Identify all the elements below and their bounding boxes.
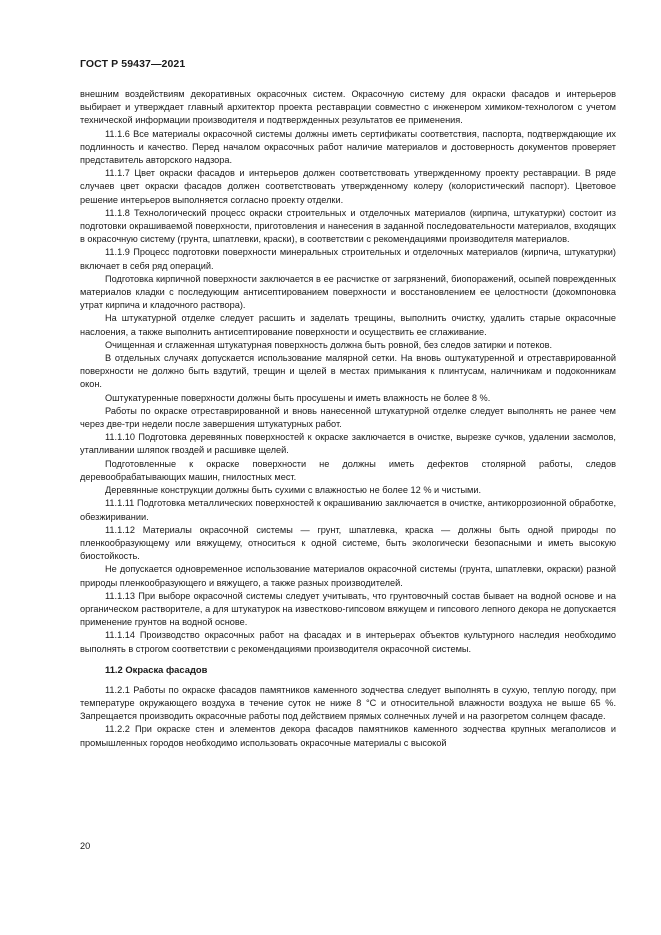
page-body [80, 88, 616, 750]
paragraph: Подготовка кирпичной поверхности заключается в ее расчистке от загрязнений, биопоражений, осыпей поврежденных материалов кладки с последующим антисептированием поверхности и восстановлением ее целостности (докомпоновка утрат кирпича и кладочного раствора). [80, 273, 616, 311]
section-heading: 11.2 Окраска фасадов [105, 663, 208, 675]
paragraph: Работы по окраске отреставрированной и вновь нанесенной штукатурной отделке следует выполнять не ранее чем через две-три недели после завершения штукатурных работ. [80, 405, 616, 430]
paragraph: Очищенная и сглаженная штукатурная поверхность должна быть ровной, без следов затирки и потеков. [105, 339, 553, 350]
paragraph: 11.1.9 Процесс подготовки поверхности минеральных строительных и отделочных материалов (кирпича, штукатурки) включает в себя ряд операций. [80, 247, 616, 271]
paragraph: 11.1.7 Цвет окраски фасадов и интерьеров должен соответствовать утвержденному проекту реставрации. В ряде случаев цвет окраски фасадов должен соответствовать утвержденному колеру (колористический паспорт). Цветовое решение интерьеров выполняется согласно проекту отделки. [80, 168, 616, 205]
paragraph: Подготовленные к окраске поверхности не должны иметь дефектов столярной работы, следов деревообрабатывающих машин, гнилостных мест. [80, 458, 616, 482]
paragraph: 11.2.1 Работы по окраске фасадов памятников каменного зодчества следует выполнять в сухую, теплую погоду, при температуре окружающего воздуха в течение суток не ниже 8 °С и относительной влажности воздуха не выше 65 %. Запрещается производить окрасочные работы под действием прямых солнечных лучей и на разогретом солнцем фасаде. [80, 684, 616, 722]
paragraph: 11.1.6 Все материалы окрасочной системы должны иметь сертификаты соответствия, паспорта, подтверждающие их подлинность и качество. Перед началом окрасочных работ наличие материалов и достоверность документов проверяет представитель авторского надзора. [80, 128, 616, 166]
paragraph: внешним воздействиям декоративных окрасочных систем. Окрасочную систему для окраски фасадов и интерьеров выбирает и утверждает главный архитектор проекта реставрации совместно с инженером химиком-технологом с учетом технической информации производителя и подтвержденных результатов ее применения. [80, 89, 616, 126]
page-number: 20 [80, 841, 91, 851]
paragraph: 11.1.12 Материалы окрасочной системы — грунт, шпатлевка, краска — должны быть одной природы по пленкообразующему или вяжущему, относиться к одной системе, быть экологически безопасными и иметь высокую биостойкость. [80, 524, 616, 562]
document-header: ГОСТ Р 59437—2021 [80, 58, 186, 70]
paragraph: 11.2.2 При окраске стен и элементов декора фасадов памятников каменного зодчества крупных мегаполисов и промышленных городов необходимо использовать окрасочные материалы с высокой [80, 724, 616, 748]
paragraph: 11.1.10 Подготовка деревянных поверхностей к окраске заключается в очистке, вырезке сучков, удалении засмолов, утапливании шляпок гвоздей и расшивке щелей. [80, 432, 616, 456]
paragraph: Деревянные конструкции должны быть сухими с влажностью не более 12 % и чистыми. [105, 485, 482, 496]
paragraph: 11.1.8 Технологический процесс окраски строительных и отделочных материалов (кирпича, штукатурки) состоит из подготовки окрашиваемой поверхности, приготовления и нанесения в заданной последовательности материалов, входящих в окрасочную систему (грунта, шпатлевки, краски), в соответствии с рекомендациями производителя материалов. [80, 207, 616, 245]
paragraph: Не допускается одновременное использование материалов окрасочной системы (грунта, шпатлевки, окраски) разной природы пленкообразующего и вяжущего, а также разных производителей. [80, 564, 616, 588]
paragraph: 11.1.14 Производство окрасочных работ на фасадах и в интерьерах объектов культурного наследия необходимо выполнять в строгом соответствии с рекомендациями производителя окрасочной системы. [80, 630, 616, 654]
paragraph: 11.1.11 Подготовка металлических поверхностей к окрашиванию заключается в очистке, антикоррозионной обработке, обезжиривании. [80, 498, 616, 522]
paragraph: На штукатурной отделке следует расшить и заделать трещины, выполнить очистку, удалить старые окрасочные наслоения, а также выполнить антисептирование поверхности и осуществить ее сглаживание. [80, 313, 616, 337]
paragraph: 11.1.13 При выборе окрасочной системы следует учитывать, что грунтовочный состав бывает на водной основе и на органическом растворителе, а для штукатурок на известково-гипсовом вяжущем и гипсового лепного декора не допускается применение грунтов на водной основе. [80, 590, 616, 628]
paragraph: Оштукатуренные поверхности должны быть просушены и иметь влажность не более 8 %. [105, 392, 491, 403]
paragraph: В отдельных случаях допускается использование малярной сетки. На вновь оштукатуренной и отреставрированной поверхности не должно быть вздутий, трещин и щелей в местах примыкания к плинтусам, наличникам и подоконникам окон. [80, 353, 616, 390]
